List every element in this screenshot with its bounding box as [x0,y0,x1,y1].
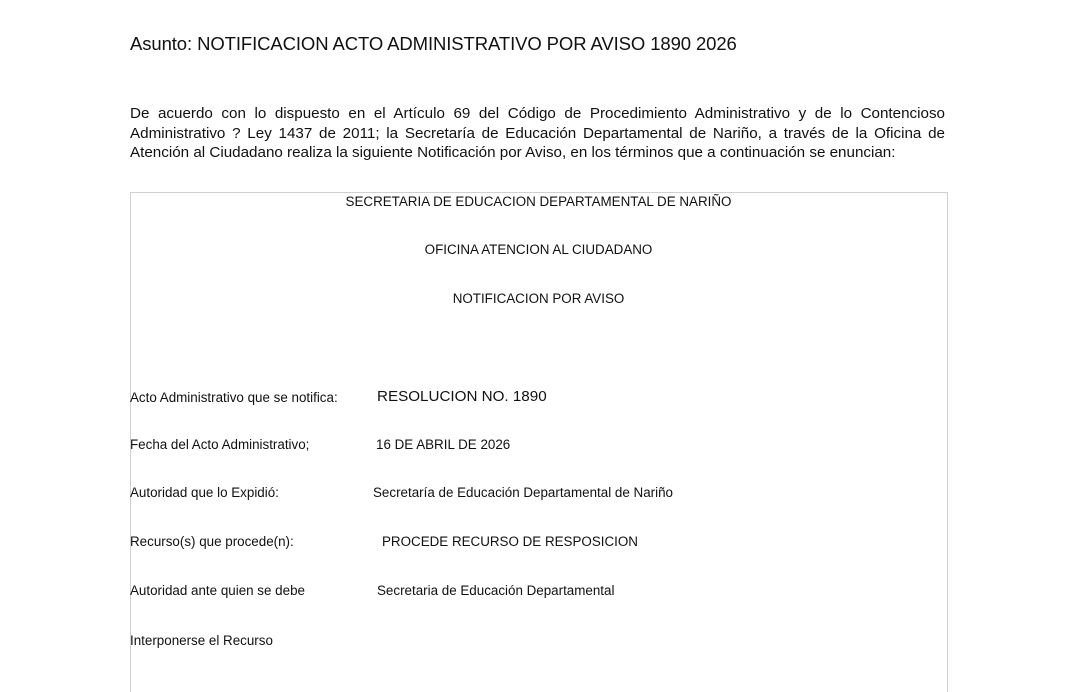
autoridad-value: Secretaría de Educación Departamental de Nariño [373,485,673,500]
recursos-label: Recurso(s) que procede(n): [130,534,294,549]
fecha-label: Fecha del Acto Administrativo; [130,437,310,452]
recursos-value: PROCEDE RECURSO DE RESPOSICION [382,534,638,549]
heading-oficina: OFICINA ATENCION AL CIUDADANO [424,242,653,257]
acto-label: Acto Administrativo que se notifica: [130,390,338,405]
heading-secretaria: SECRETARIA DE EDUCACION DEPARTAMENTAL DE NARIÑO [345,194,732,209]
intro-paragraph: De acuerdo con lo dispuesto en el Artículo 69 del Código de Procedimiento Administrativo y de lo Contencioso Administrativo ? Ley 1437 de 2011; la Secretaría de Educación Departamental de Nariño, a través de la Oficina de Atención al Ciudadano realiza la siguiente Notificación por Aviso, en los términos que a continuación se enuncian: [130,105,945,161]
interponerse-label: Interponerse el Recurso [130,633,273,648]
fecha-value: 16 DE ABRIL DE 2026 [376,437,511,452]
subject-line: Asunto: NOTIFICACION ACTO ADMINISTRATIVO POR AVISO 1890 2026 [130,33,737,54]
acto-value: RESOLUCION NO. 1890 [377,388,547,405]
autoridad-label: Autoridad que lo Expidió: [130,485,279,500]
ante-quien-value: Secretaria de Educación Departamental [377,583,615,598]
ante-quien-label: Autoridad ante quien se debe [130,583,305,598]
heading-notificacion: NOTIFICACION POR AVISO [452,291,625,306]
